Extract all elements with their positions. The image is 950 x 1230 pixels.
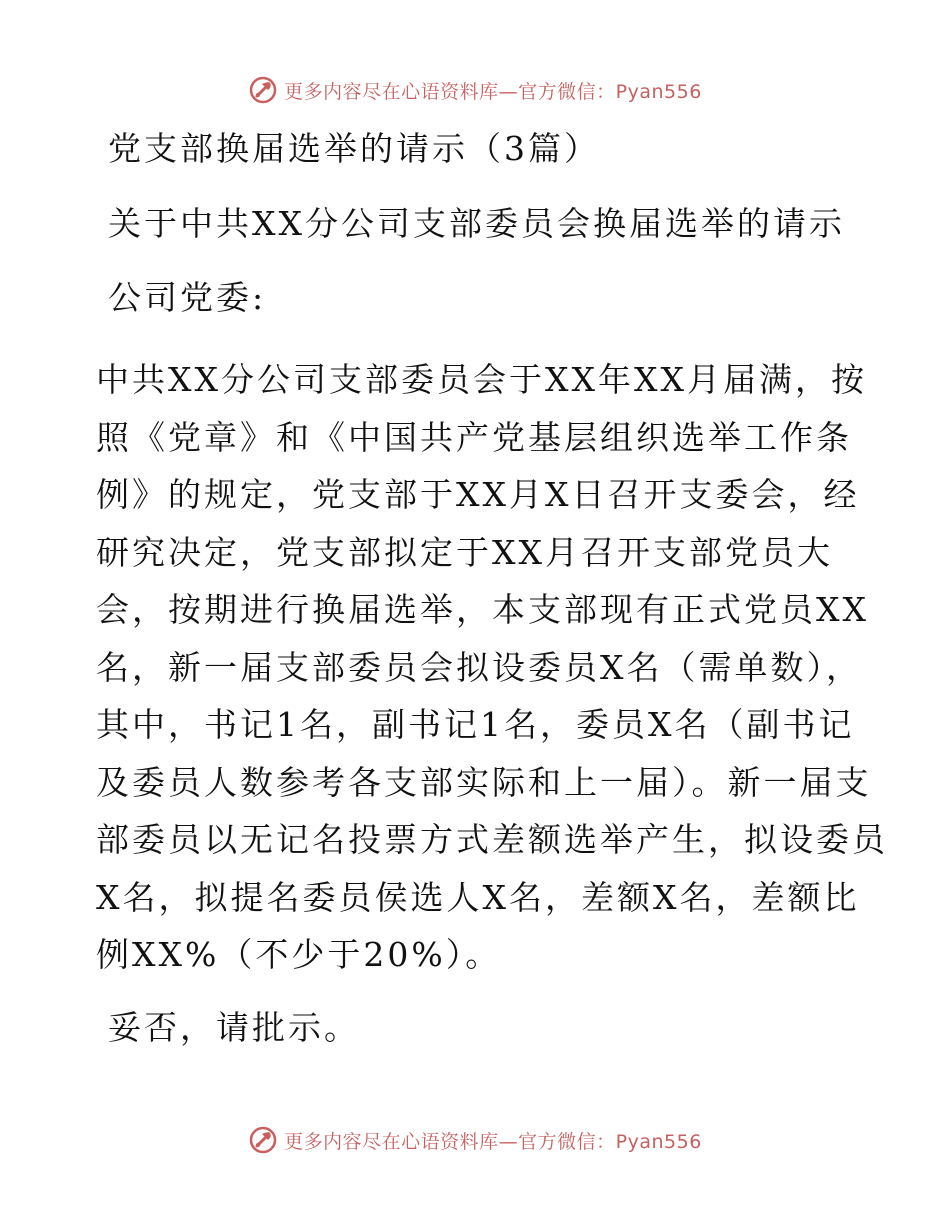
logo-icon [248, 75, 278, 105]
header-banner [0, 70, 950, 110]
body-paragraph [96, 351, 896, 984]
recipient-line: 公司党委: [108, 278, 267, 317]
body-line: 其中，书记1名，副书记1名，委员X名（副书记 [96, 705, 855, 744]
banner-text: 更多内容尽在心语资料库—官方微信：Pyan556 [284, 1130, 702, 1153]
body-line: 中共XX分公司支部委员会于XX年XX月届满，按 [96, 360, 867, 399]
footer-banner [0, 1120, 950, 1160]
document-title: 党支部换届选举的请示（3篇） [108, 129, 600, 168]
body-line: 名，新一届支部委员会拟设委员X名（需单数）， [96, 647, 862, 687]
logo-icon [248, 1125, 278, 1155]
body-line: 及委员人数参考各支部实际和上一届）。新一届支 [96, 762, 872, 802]
body-line: 研究决定，党支部拟定于XX月召开支部党员大 [96, 532, 833, 572]
body-line: 例XX%（不少于20%）。 [96, 935, 502, 974]
banner-text: 更多内容尽在心语资料库—官方微信：Pyan556 [284, 80, 702, 103]
body-line: 例》的规定，党支部于XX月X日召开支委会，经 [96, 475, 860, 514]
document-subtitle: 关于中共XX分公司支部委员会换届选举的请示 [108, 204, 845, 243]
closing-line: 妥否，请批示。 [108, 1008, 360, 1047]
body-line: 照《党章》和《中国共产党基层组织选举工作条 [96, 417, 852, 457]
body-line: X名，拟提名委员侯选人X名，差额X名，差额比 [96, 877, 860, 917]
body-line: 部委员以无记名投票方式差额选举产生，拟设委员 [96, 820, 888, 859]
body-line: 会，按期进行换届选举，本支部现有正式党员XX [96, 590, 869, 629]
